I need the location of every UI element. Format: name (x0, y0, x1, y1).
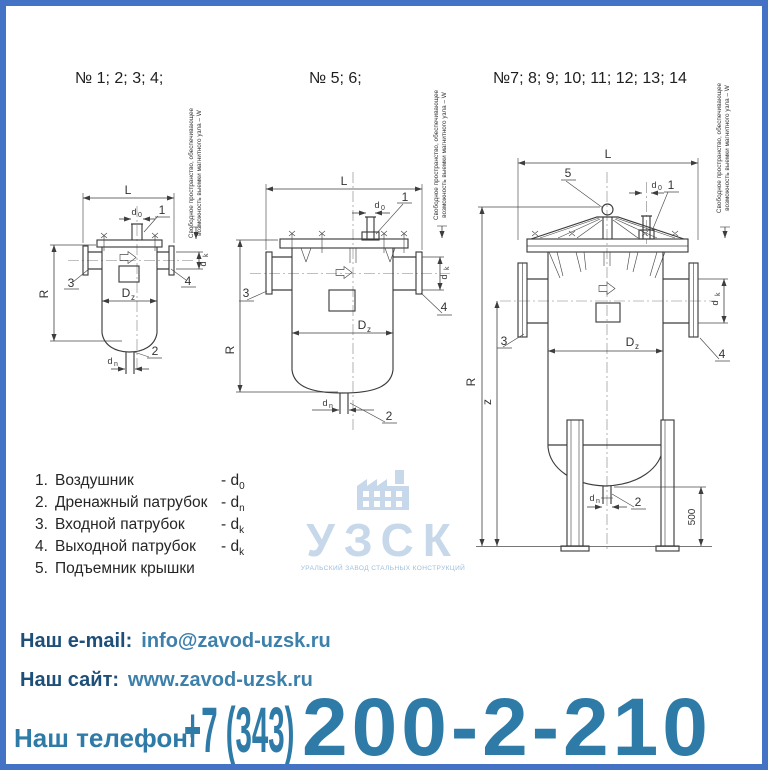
drawing-2-title: № 5; 6; (309, 70, 362, 87)
dim-label-L-1: L (124, 183, 132, 197)
callout-3-d2: 3 (242, 286, 250, 300)
dim-label-L-2: L (340, 174, 348, 188)
dim-label-d0-sub-3: 0 (658, 185, 662, 192)
free-space-note-line2-d1: возможность выемки магнитного узла – W (196, 110, 203, 236)
dim-label-dk-sub-2: k (444, 266, 451, 270)
legend-item-2 (35, 494, 257, 516)
watermark-acronym: УЗСК (306, 514, 460, 566)
dim-label-Dz-sub-3: z (635, 342, 639, 351)
legend-item-name: Дренажный патрубок (55, 494, 208, 511)
callout-4-d2: 4 (440, 300, 448, 314)
drawing-3-title: №7; 8; 9; 10; 11; 12; 13; 14 (493, 70, 687, 87)
dim-label-dk-base-1: d (198, 261, 208, 267)
callout-4-d3: 4 (718, 347, 726, 361)
drawing-3-linework (476, 158, 730, 551)
legend-item-name: Воздушник (55, 472, 134, 489)
dim-label-dn-sub-2: n (329, 403, 333, 410)
phone-prefix: +7 (343) (184, 693, 295, 766)
dim-label-dn-base-2: d (322, 398, 328, 408)
legend-item-5 (35, 560, 257, 582)
callout-5-d3: 5 (564, 166, 572, 180)
legend-item-name: Подъемник крышки (55, 560, 195, 577)
legend-item-number: 5. (35, 560, 48, 577)
watermark-subtitle: УРАЛЬСКИЙ ЗАВОД СТАЛЬНЫХ КОНСТРУКЦИЙ (300, 565, 466, 572)
drawing-2-labels (223, 89, 451, 423)
dim-label-d0-sub-1: 0 (138, 212, 142, 219)
email-row (20, 630, 331, 653)
site-label: Наш сайт: (20, 669, 120, 691)
phone-label: Наш телефон: (14, 723, 197, 753)
dim-label-d0-base-3: d (651, 180, 657, 190)
drawing-3 (464, 82, 731, 551)
free-space-note-line2-d3: возможность выемки магнитного узла – W (724, 85, 731, 211)
callout-3-d3: 3 (500, 334, 508, 348)
legend-item-number: 2. (35, 494, 48, 511)
dim-label-500: 500 (687, 508, 698, 526)
dim-label-Dz-sub-2: z (367, 325, 371, 334)
callout-1-d1: 1 (158, 203, 166, 217)
dim-label-d0-sub-2: 0 (381, 205, 385, 212)
free-space-note-line1-d1: Свободное пространство, обеспечивающее (188, 107, 195, 239)
callout-4-d1: 4 (184, 274, 192, 288)
email-value[interactable]: info@zavod-uzsk.ru (141, 630, 331, 652)
dim-label-d0-base-2: d (374, 200, 380, 210)
dim-label-Dz-sub-1: z (131, 293, 135, 302)
legend-item-4 (35, 538, 257, 560)
legend-item-dim: - $d_0$ (221, 472, 245, 493)
legend-item-1 (35, 472, 257, 494)
callout-2-d3: 2 (634, 495, 642, 509)
dim-label-Dz-base-2: D (357, 318, 367, 332)
dim-label-dk-sub-3: k (715, 292, 722, 296)
drawing-1-title: № 1; 2; 3; 4; (75, 70, 164, 87)
legend-item-dim: - $d_k$ (221, 516, 245, 537)
parts-legend (35, 472, 257, 582)
legend-item-number: 4. (35, 538, 48, 555)
drawing-2-linework (236, 172, 452, 432)
dim-label-dn-sub-1: n (114, 361, 118, 368)
free-space-note-line2-d2: возможность выемки магнитного узла – W (441, 92, 448, 218)
drawing-1-labels (37, 107, 210, 368)
legend-item-dim: - $d_k$ (221, 538, 245, 559)
site-value[interactable]: www.zavod-uzsk.ru (128, 669, 313, 691)
dim-label-dk-sub-1: k (203, 253, 210, 257)
dim-label-dk-base-3: d (710, 300, 720, 306)
callout-3-d1: 3 (67, 276, 75, 290)
free-space-note-line1-d2: Свободное пространство, обеспечивающее (433, 89, 440, 221)
legend-item-name: Выходной патрубок (55, 538, 196, 555)
drawing-1 (37, 107, 210, 374)
dim-label-R-1: R (37, 289, 51, 299)
legend-item-dim: - $d_n$ (221, 494, 245, 515)
legend-item-name: Входной патрубок (55, 516, 185, 533)
dim-label-z-3: z (480, 399, 494, 405)
drawing-3-labels (464, 82, 731, 525)
free-space-note-line1-d3: Свободное пространство, обеспечивающее (716, 82, 723, 214)
callout-1-d3: 1 (667, 178, 675, 192)
dim-label-Dz-base-1: D (121, 286, 131, 300)
email-label: Наш e-mail: (20, 630, 133, 652)
phone-number: 200-2-210 (302, 682, 712, 770)
callout-2-d2: 2 (385, 409, 393, 423)
legend-item-number: 3. (35, 516, 48, 533)
dim-label-dn-base-1: d (107, 356, 113, 366)
dim-label-Dz-base-3: D (625, 335, 635, 349)
dim-label-dk-base-2: d (439, 274, 449, 280)
callout-1-d2: 1 (401, 190, 409, 204)
legend-item-3 (35, 516, 257, 538)
drawing-2 (223, 89, 452, 432)
site-row (20, 669, 313, 692)
dim-label-d0-base-1: d (131, 207, 137, 217)
dim-label-L-3: L (604, 147, 612, 161)
callout-2-d1: 2 (151, 344, 159, 358)
legend-item-number: 1. (35, 472, 48, 489)
dim-label-dn-sub-3: n (596, 498, 600, 505)
dim-label-R-3: R (464, 377, 478, 387)
dim-label-R-2: R (223, 345, 237, 355)
dim-label-dn-base-3: d (589, 493, 595, 503)
